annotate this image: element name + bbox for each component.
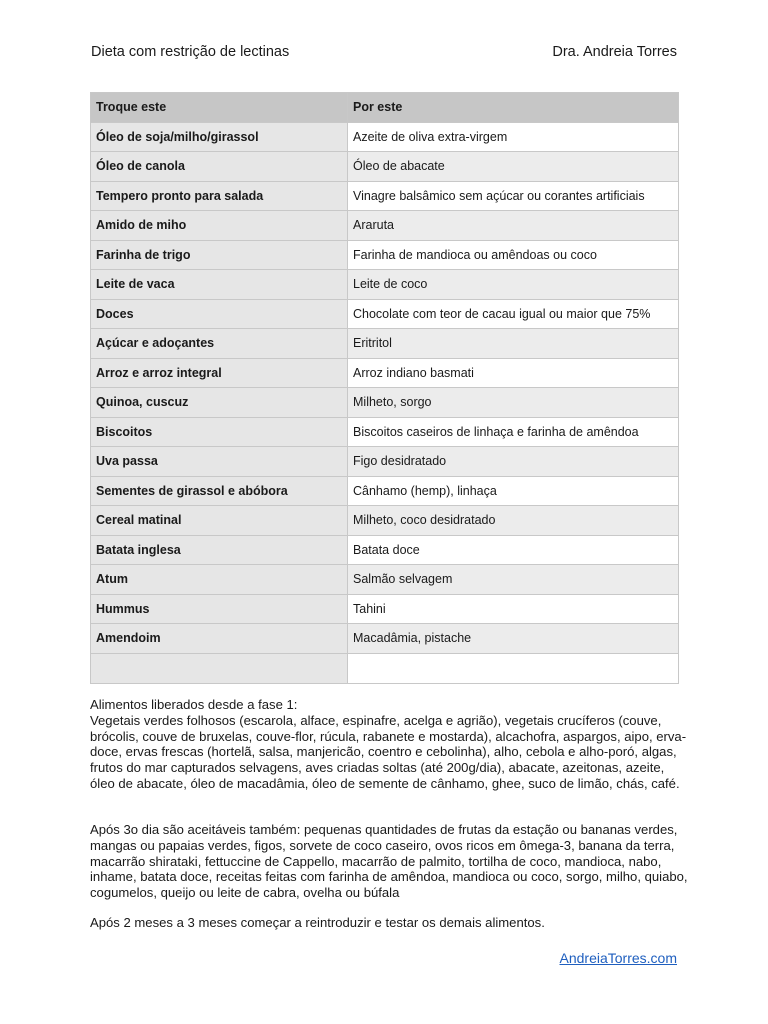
swap-to-cell: Farinha de mandioca ou amêndoas ou coco	[348, 240, 679, 270]
swap-to-cell: Araruta	[348, 211, 679, 241]
table-row	[91, 152, 679, 182]
swap-from-cell: Leite de vaca	[91, 270, 348, 300]
swap-from-cell: Açúcar e adoçantes	[91, 329, 348, 359]
column-header-swap-this: Troque este	[91, 93, 348, 123]
table-row	[91, 506, 679, 536]
swap-from-cell: Doces	[91, 299, 348, 329]
day3-text: Após 3o dia são aceitáveis também: pequenas quantidades de frutas da estação ou bananas verdes, mangas ou papaias verdes, figos, sorvete de coco caseiro, ovos ricos em ômega-3, banana da terra, macarrão shirataki, fettuccine de Cappello, macarrão de palmito, tortilha de coco, mandioca, nabo, inhame, batata doce, receitas feitas com farinha de amêndoa, mandioca ou coco, sorgo, milho, quiabo, cogumelos, queijo ou leite de cabra, ovelha ou búfala	[90, 822, 688, 901]
document-title: Dieta com restrição de lectinas	[91, 44, 290, 60]
day3-section	[90, 822, 690, 901]
table-row	[91, 624, 679, 654]
table-header-row	[91, 93, 679, 123]
website-link[interactable]: AndreiaTorres.com	[559, 950, 677, 966]
swap-from-cell: Amendoim	[91, 624, 348, 654]
swap-from-cell: Atum	[91, 565, 348, 595]
swap-from-cell: Farinha de trigo	[91, 240, 348, 270]
table-row	[91, 211, 679, 241]
swap-to-cell: Batata doce	[348, 535, 679, 565]
swap-from-cell: Óleo de soja/milho/girassol	[91, 122, 348, 152]
empty-table-row	[91, 653, 679, 683]
phase1-title: Alimentos liberados desde a fase 1:	[90, 697, 298, 712]
swap-to-cell: Eritritol	[348, 329, 679, 359]
table-row	[91, 270, 679, 300]
swap-from-cell: Hummus	[91, 594, 348, 624]
swap-from-cell: Uva passa	[91, 447, 348, 477]
swap-to-cell: Figo desidratado	[348, 447, 679, 477]
swap-to-cell: Arroz indiano basmati	[348, 358, 679, 388]
food-swap-table	[90, 92, 679, 684]
months-text: Após 2 meses a 3 meses começar a reintroduzir e testar os demais alimentos.	[90, 915, 545, 930]
table-row	[91, 476, 679, 506]
column-header-for-this: Por este	[348, 93, 679, 123]
swap-from-cell: Óleo de canola	[91, 152, 348, 182]
swap-to-cell: Milheto, sorgo	[348, 388, 679, 418]
table-row	[91, 122, 679, 152]
swap-from-cell: Batata inglesa	[91, 535, 348, 565]
table-row	[91, 594, 679, 624]
table-row	[91, 388, 679, 418]
swap-to-cell: Macadâmia, pistache	[348, 624, 679, 654]
swap-from-cell: Sementes de girassol e abóbora	[91, 476, 348, 506]
swap-from-cell: Arroz e arroz integral	[91, 358, 348, 388]
swap-to-cell: Milheto, coco desidratado	[348, 506, 679, 536]
author-name: Dra. Andreia Torres	[552, 44, 677, 60]
swap-to-cell: Tahini	[348, 594, 679, 624]
months-section	[90, 915, 690, 931]
empty-cell	[348, 653, 679, 683]
phase1-section	[90, 697, 690, 792]
swap-to-cell: Leite de coco	[348, 270, 679, 300]
table-row	[91, 240, 679, 270]
page-header	[91, 44, 677, 60]
table-row	[91, 329, 679, 359]
swap-from-cell: Biscoitos	[91, 417, 348, 447]
swap-from-cell: Quinoa, cuscuz	[91, 388, 348, 418]
phase1-text: Vegetais verdes folhosos (escarola, alface, espinafre, acelga e agrião), vegetais crucíferos (couve, brócolis, couve de bruxelas, couve-flor, rúcula, rabanete e mostarda), alcachofra, aspargos, aipo, erva-doce, ervas frescas (hortelã, salsa, manjericão, coentro e cebolinha), alho, cebola e alho-poró, algas, frutos do mar capturados selvagens, aves criadas soltas (até 200g/dia), abacate, azeitonas, azeite, óleo de abacate, óleo de macadâmia, óleo de semente de cânhamo, ghee, suco de limão, chás, café.	[90, 712, 687, 791]
table-row	[91, 535, 679, 565]
swap-to-cell: Cânhamo (hemp), linhaça	[348, 476, 679, 506]
empty-cell	[91, 653, 348, 683]
table-row	[91, 181, 679, 211]
swap-to-cell: Óleo de abacate	[348, 152, 679, 182]
swap-to-cell: Azeite de oliva extra-virgem	[348, 122, 679, 152]
swap-to-cell: Vinagre balsâmico sem açúcar ou corantes artificiais	[348, 181, 679, 211]
table-row	[91, 358, 679, 388]
swap-to-cell: Chocolate com teor de cacau igual ou maior que 75%	[348, 299, 679, 329]
table-row	[91, 417, 679, 447]
swap-to-cell: Salmão selvagem	[348, 565, 679, 595]
swap-to-cell: Biscoitos caseiros de linhaça e farinha de amêndoa	[348, 417, 679, 447]
table-row	[91, 299, 679, 329]
swap-from-cell: Amido de miho	[91, 211, 348, 241]
table-row	[91, 447, 679, 477]
swap-from-cell: Tempero pronto para salada	[91, 181, 348, 211]
swap-from-cell: Cereal matinal	[91, 506, 348, 536]
table-row	[91, 565, 679, 595]
